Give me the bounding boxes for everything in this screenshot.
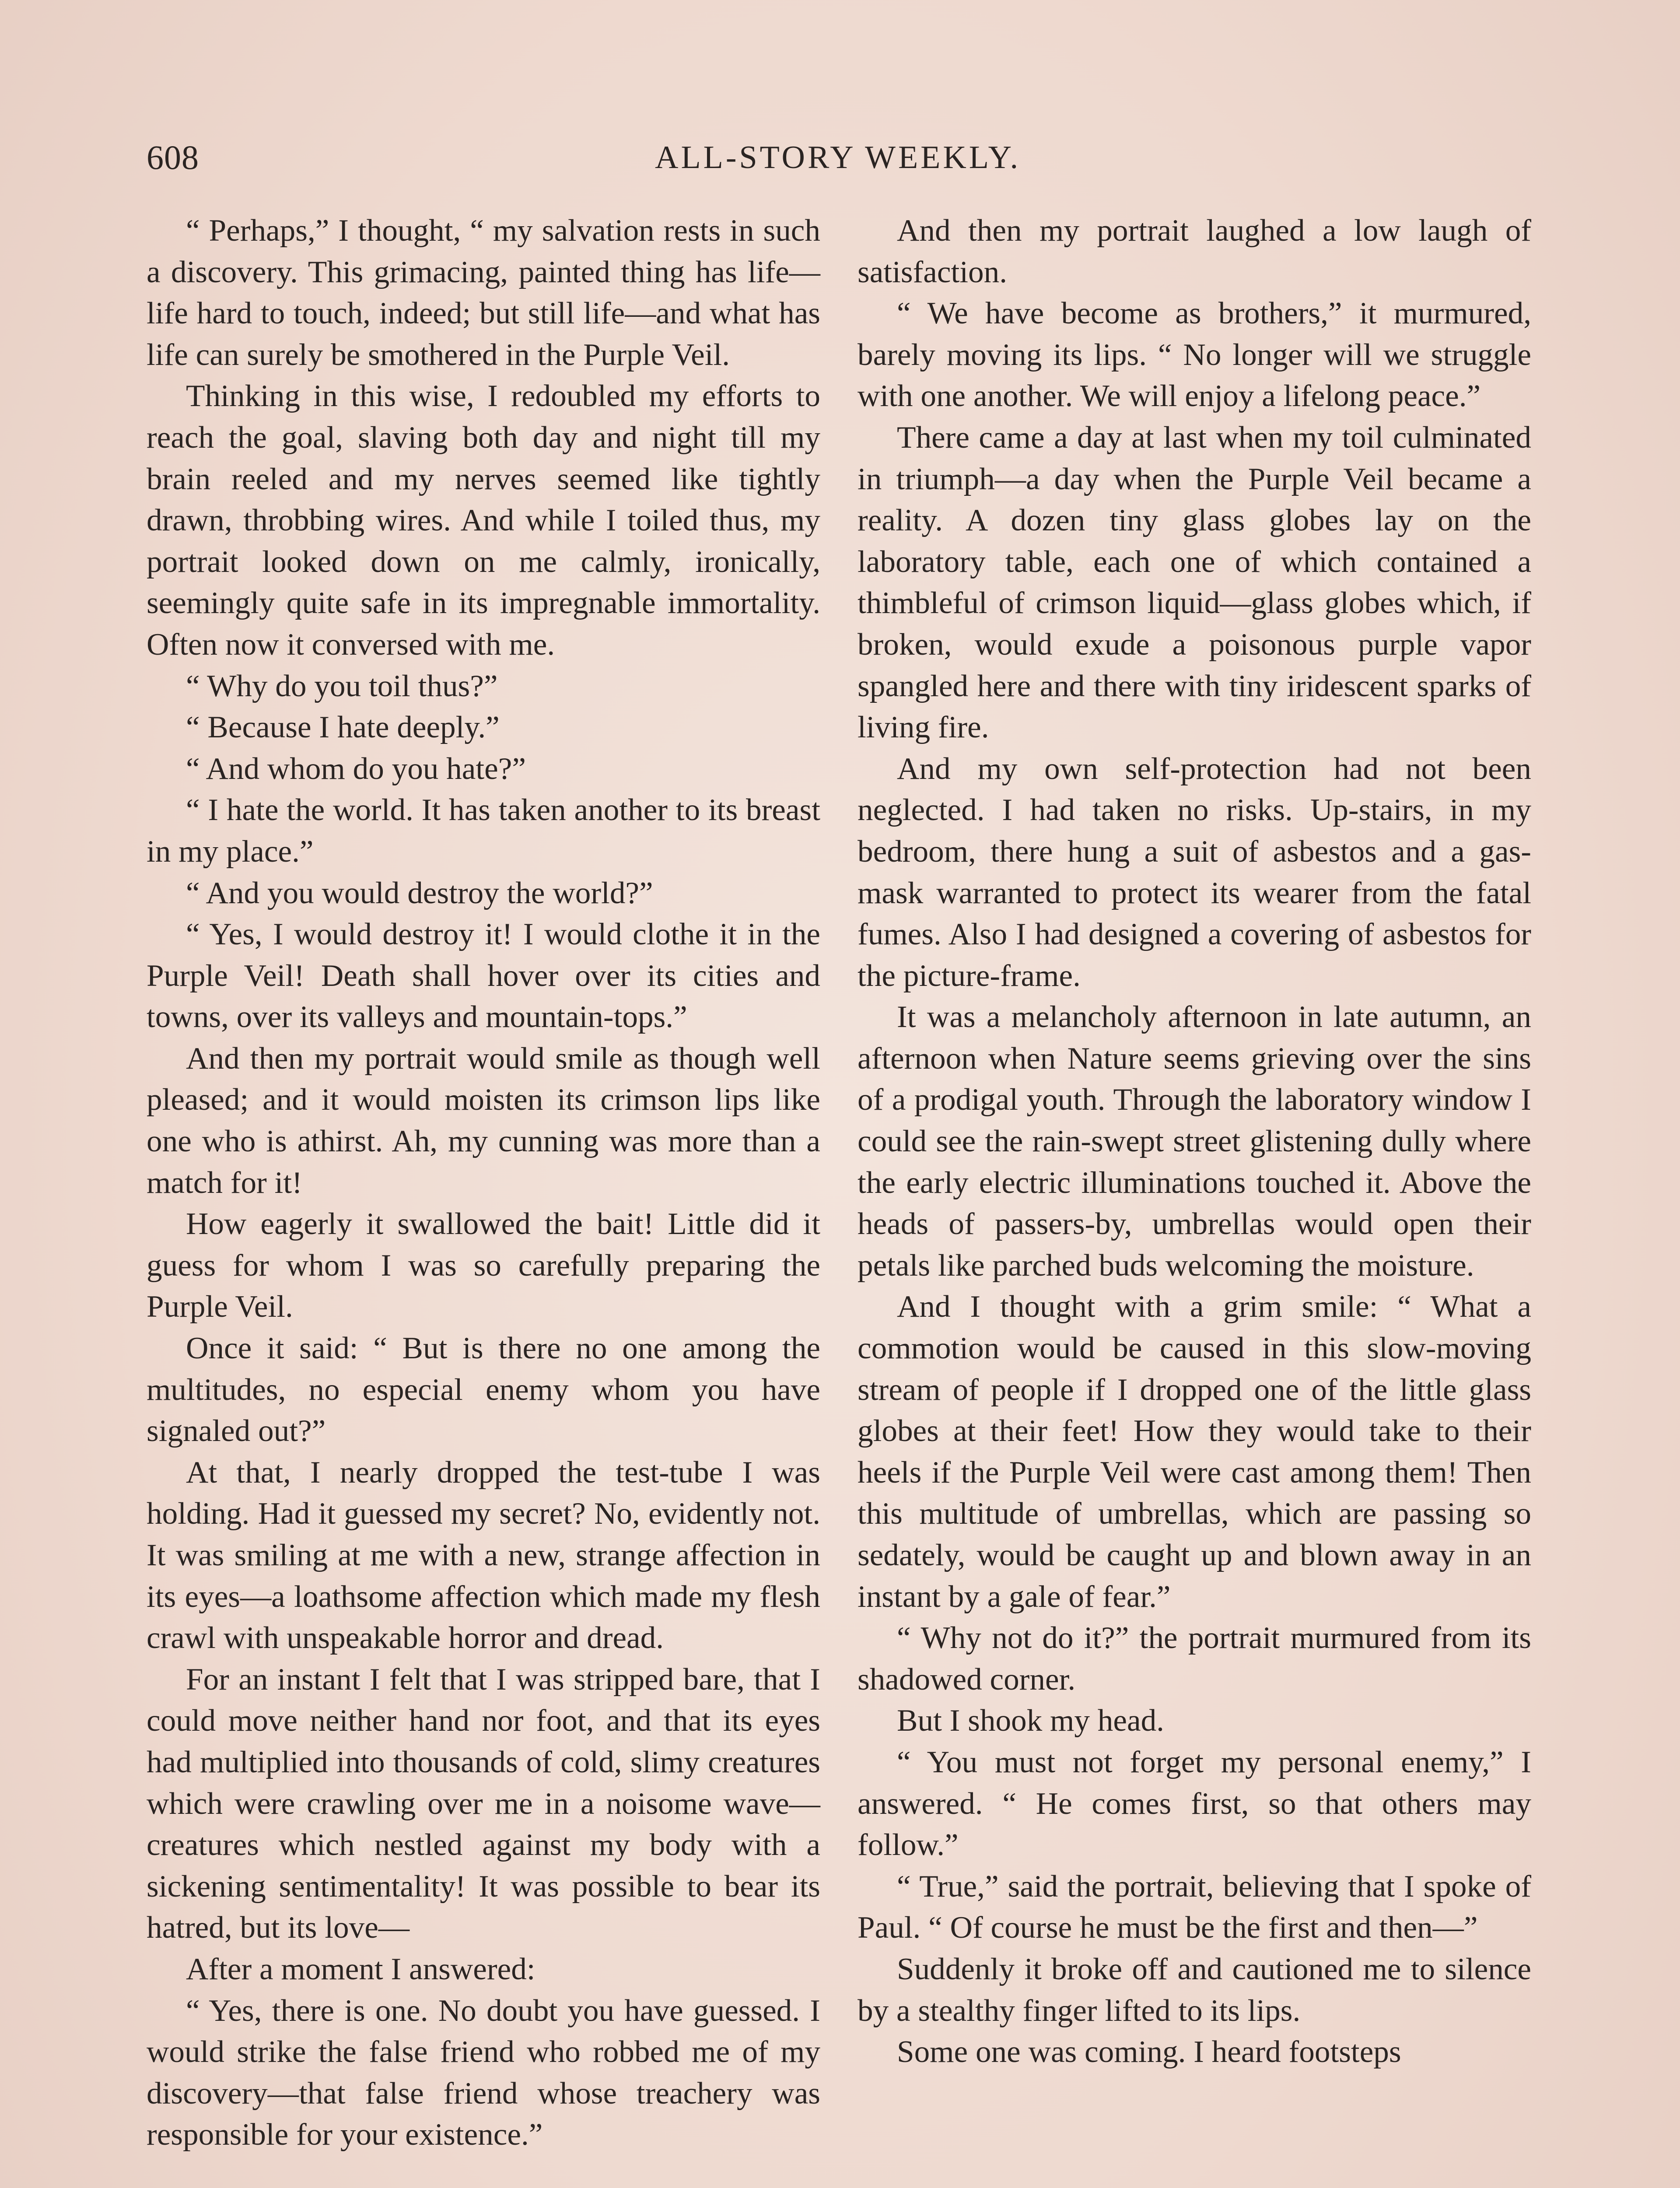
paragraph: “ True,” said the portrait, believing that I spoke of Paul. “ Of course he must be the first and then—”	[858, 1869, 1531, 1945]
paragraph: There came a day at last when my toil culminated in triumph—a day when the Purple Veil became a reality. A dozen tiny glass globes lay on the laboratory table, each one of which contained a thimbleful of crimson liquid—glass globes which, if broken, would exude a poisonous purple vapor spangled here and there with tiny iridescent sparks of living fire.	[858, 420, 1531, 745]
paragraph: “ And you would destroy the world?”	[186, 876, 653, 910]
paragraph: But I shook my head.	[897, 1704, 1164, 1738]
paragraph: “ Why do you toil thus?”	[186, 669, 498, 703]
paragraph: “ Yes, there is one. No doubt you have guessed. I would strike the false friend who robbed me of my discovery—that false friend whose treachery was responsible for your existence.”	[147, 1993, 820, 2152]
left-column	[147, 210, 820, 2156]
right-column	[858, 210, 1531, 2073]
paragraph: At that, I nearly dropped the test-tube I was holding. Had it guessed my secret? No, evidently not. It was smiling at me with a new, strange affection in its eyes—a loathsome affection which made my flesh crawl with unspeakable horror and dread.	[147, 1455, 820, 1655]
paragraph: After a moment I answered:	[186, 1952, 536, 1986]
paragraph: “ Perhaps,” I thought, “ my salvation rests in such a discovery. This grimacing, painted thing has life—life hard to touch, indeed; but still life—and what has life can surely be smothered in the Purple Veil.	[147, 214, 820, 372]
paragraph: Suddenly it broke off and cautioned me to silence by a stealthy finger lifted to its lips.	[858, 1952, 1531, 2028]
paragraph: “ We have become as brothers,” it murmured, barely moving its lips. “ No longer will we struggle with one another. We will enjoy a lifelong peace.”	[858, 296, 1531, 414]
paragraph: “ And whom do you hate?”	[186, 751, 526, 786]
paragraph: “ You must not forget my personal enemy,” I answered. “ He comes first, so that others may follow.”	[858, 1745, 1531, 1862]
paragraph: For an instant I felt that I was stripped bare, that I could move neither hand nor foot, and that its eyes had multiplied into thousands of cold, slimy creatures which were crawling over me in a noisome wave—creatures which nestled against my body with a sickening sentimentality! It was possible to bear its hatred, but its love—	[147, 1662, 820, 1945]
paragraph: Thinking in this wise, I redoubled my efforts to reach the goal, slaving both day and night till my brain reeled and my nerves seemed like tightly drawn, throbbing wires. And while I toiled thus, my portrait looked down on me calmly, ironically, seemingly quite safe in its impregnable immortality. Often now it conversed with me.	[147, 379, 820, 662]
paragraph: “ Why not do it?” the portrait murmured from its shadowed corner.	[858, 1621, 1531, 1697]
paragraph: Some one was coming. I heard footsteps	[897, 2035, 1401, 2069]
paragraph: And my own self-protection had not been neglected. I had taken no risks. Up-stairs, in my bedroom, there hung a suit of asbestos and a gas-mask warranted to protect its wearer from the fatal fumes. Also I had designed a covering of asbestos for the picture-frame.	[858, 751, 1531, 993]
page-header	[147, 131, 1529, 184]
running-title: ALL-STORY WEEKLY.	[655, 140, 1021, 175]
paragraph: “ Because I hate deeply.”	[186, 710, 500, 745]
paragraph: It was a melancholy afternoon in late autumn, an afternoon when Nature seems grieving over the sins of a prodigal youth. Through the laboratory window I could see the rain-swept street glistening dully where the early electric illuminations touched it. Above the heads of passers-by, umbrellas would open their petals like parched buds welcoming the moisture.	[858, 1000, 1531, 1283]
page-number: 608	[147, 138, 199, 176]
paragraph: And I thought with a grim smile: “ What a commotion would be caused in this slow-moving stream of people if I dropped one of the little glass globes at their feet! How they would take to their heels if the Purple Veil were cast among them! Then this multitude of umbrellas, which are passing so sedately, would be caught up and blown away in an instant by a gale of fear.”	[858, 1290, 1531, 1614]
paragraph: Once it said: “ But is there no one among the multitudes, no especial enemy whom you have signaled out?”	[147, 1331, 820, 1448]
paragraph: And then my portrait would smile as though well pleased; and it would moisten its crimson lips like one who is athirst. Ah, my cunning was more than a match for it!	[147, 1041, 820, 1200]
paragraph: “ Yes, I would destroy it! I would clothe it in the Purple Veil! Death shall hover over its cities and towns, over its valleys and mountain-tops.”	[147, 917, 820, 1034]
paragraph: How eagerly it swallowed the bait! Little did it guess for whom I was so carefully preparing the Purple Veil.	[147, 1207, 820, 1324]
paragraph: “ I hate the world. It has taken another to its breast in my place.”	[147, 793, 820, 869]
paragraph: And then my portrait laughed a low laugh of satisfaction.	[858, 214, 1531, 289]
